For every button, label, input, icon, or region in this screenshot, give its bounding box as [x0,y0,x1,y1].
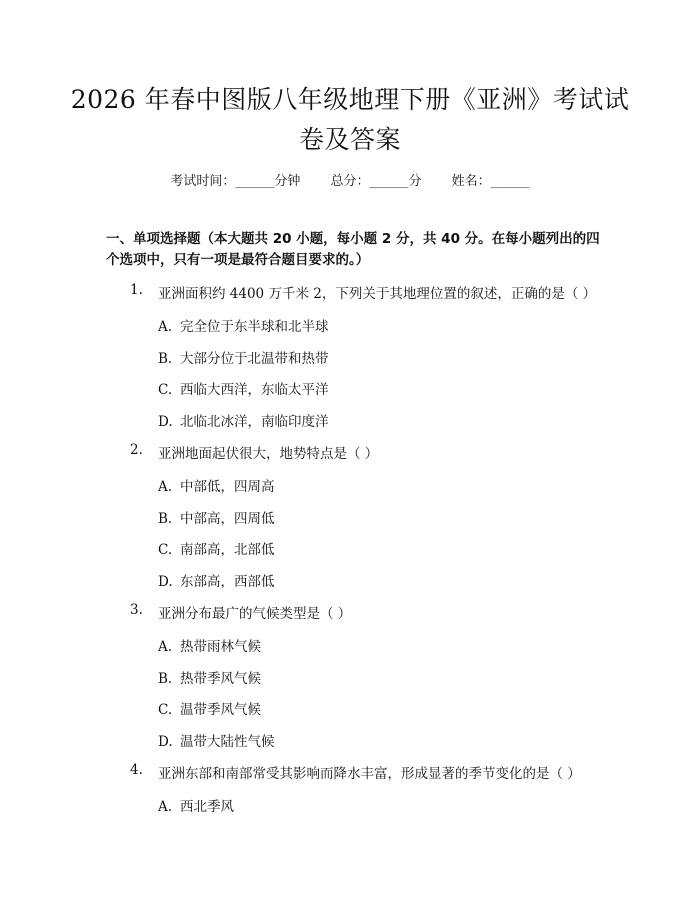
question-3-option-c [158,698,261,718]
document-title: 2026 年春中图版八年级地理下册《亚洲》考试试卷及答案 [70,85,630,154]
option-letter: D. [158,414,173,430]
question-number: 1. [130,282,143,298]
section-heading: 一、单项选择题（本大题共 20 小题，每小题 2 分，共 40 分。在每小题列出的四个选项中，只有一项是最符合题目要求的。） [106,231,600,268]
question-number: 4. [130,762,143,778]
option-text: 西北季风 [180,799,234,815]
option-letter: A. [158,799,173,815]
question-3-option-b [158,667,261,687]
question-1-option-a [158,315,329,335]
question-2-option-a [158,475,275,495]
total-score-field: 总分：______分 [330,174,422,189]
question-3-option-a [158,635,261,655]
option-text: 完全位于东半球和北半球 [180,319,329,335]
question-4-option-a [158,795,234,815]
question-3-option-d [158,730,275,750]
question-1-option-b [158,347,329,367]
question-2-option-b [158,507,275,527]
exam-time-field: 考试时间：______分钟 [170,174,301,189]
option-letter: D. [158,734,173,750]
option-text: 东部高，西部低 [180,574,275,590]
option-letter: D. [158,574,173,590]
option-text: 西临大西洋，东临太平洋 [180,382,329,398]
exam-info [0,170,700,189]
option-letter: C. [158,542,173,558]
option-text: 温带季风气候 [180,702,261,718]
question-2-option-c [158,538,275,558]
question-2-option-d [158,570,275,590]
student-name-field: 姓名：______ [451,174,530,189]
option-text: 北临北冰洋，南临印度洋 [180,414,329,430]
option-letter: B. [158,351,173,367]
option-text: 大部分位于北温带和热带 [180,351,329,367]
option-text: 中部低，四周高 [180,479,275,495]
question-1-option-d [158,410,329,430]
question-number: 3. [130,602,143,618]
question-number: 2. [130,442,143,458]
question-stem: 亚洲分布最广的气候类型是（ ） [158,606,352,622]
question-stem: 亚洲面积约 4400 万千米 2，下列关于其地理位置的叙述，正确的是（ ） [158,286,597,302]
option-letter: B. [158,511,173,527]
option-letter: A. [158,319,173,335]
option-text: 热带雨林气候 [180,639,261,655]
option-text: 中部高，四周低 [180,511,275,527]
question-stem: 亚洲东部和南部常受其影响而降水丰富，形成显著的季节变化的是（ ） [158,766,581,782]
option-letter: A. [158,639,173,655]
question-1-option-c [158,378,329,398]
option-letter: C. [158,702,173,718]
option-text: 温带大陆性气候 [180,734,275,750]
option-text: 南部高，北部低 [180,542,275,558]
option-text: 热带季风气候 [180,671,261,687]
option-letter: A. [158,479,173,495]
question-stem: 亚洲地面起伏很大，地势特点是（ ） [158,446,379,462]
option-letter: B. [158,671,173,687]
option-letter: C. [158,382,173,398]
